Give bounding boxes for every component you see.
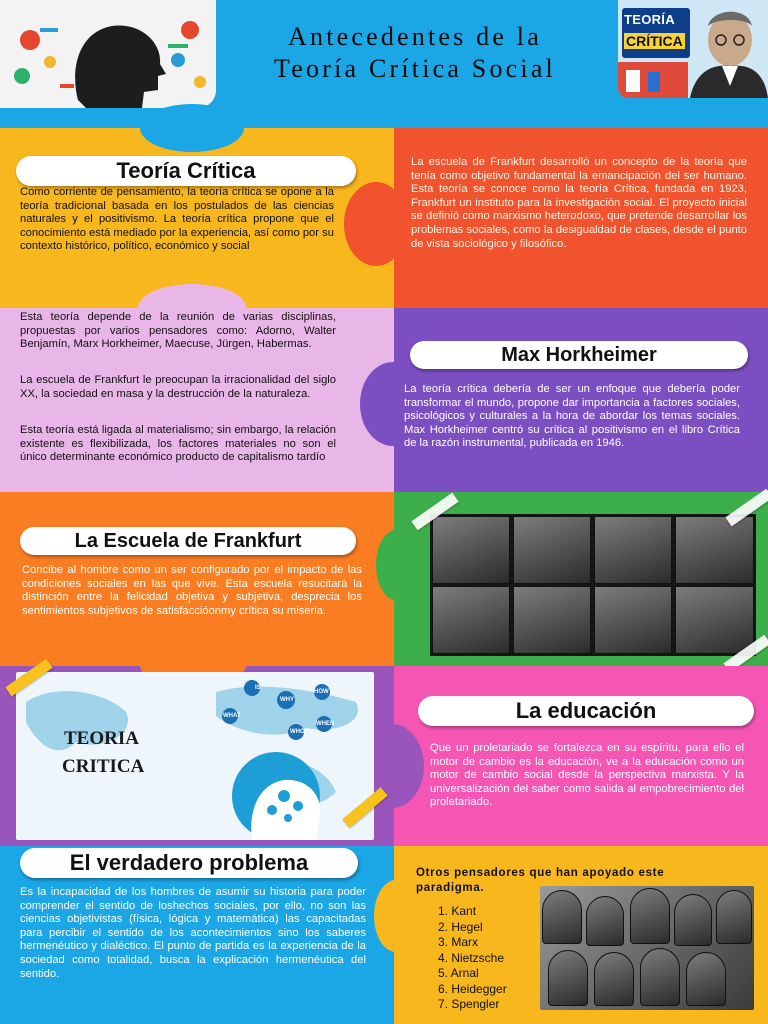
philosopher-photo <box>513 516 591 584</box>
philosopher-photo <box>594 516 672 584</box>
puzzle-tab <box>374 880 418 952</box>
thinker-photo <box>586 896 624 946</box>
teoria-critica-heading: Teoría Crítica <box>16 156 356 186</box>
list-item: 3. Marx <box>438 935 479 949</box>
otros-pensadores-heading: Otros pensadores que han apoyado este paradigma. <box>416 867 665 894</box>
dependencias-text-1: Esta teoría depende de la reunión de varias disciplinas, propuestas por varios pensadores como: Adorno, Walter Benjamín, Marx Horkheimer, Maecuse, Jürgen, Habermas. <box>20 311 336 351</box>
horkheimer-heading: Max Horkheimer <box>410 341 748 369</box>
problema-text: Es la incapacidad de los hombres de asumir su historia para poder comprender el sentido de loshechos sociales, por ello, no son las ciencias objetivistas (física, lógica y matemática) las capacitadas para percibir el sentido de los acontecimientos sino los saberes hermenéutico y dialéctico. El punto de partida es la experiencia de la sociedad como totalidad, busca la explicación hermenéutica del sentido. <box>20 886 366 980</box>
teoria-critica-map-image <box>16 672 374 840</box>
dependencias-text-3: Esta teoría está ligada al materialismo; sin embargo, la relación existente es flexibilizada, los factores materiales no son el único determinante económico producto de capitalismo tardío <box>20 424 336 464</box>
philosopher-photo <box>432 586 510 654</box>
list-item: 6. Heidegger <box>438 981 507 996</box>
thinker-photo <box>542 890 582 944</box>
philosopher-photo <box>432 516 510 584</box>
list-item: 1. Kant <box>438 904 477 918</box>
puzzle-tab <box>140 104 244 152</box>
educacion-text: Que un proletariado se fortalezca en su espíritu, para ello el motor de cambio es la educación, ve a la educación como un motor de cambio social desde la perspectiva marxista. Y la universalización del saber como salida al empobrecimiento del proletariado. <box>430 742 744 809</box>
map-bubble-word: WHAT <box>223 713 241 719</box>
thinker-photo <box>630 888 670 944</box>
thinker-photo <box>716 890 752 944</box>
thinker-photo <box>640 948 680 1006</box>
thinkers-list <box>438 904 507 1013</box>
horkheimer-text: La teoría crítica debería de ser un enfoque que debería poder transformar el mundo, propone dar importancia a factores sociales, psicológicos y culturales a la hora de abordar los temas sociales. Max Horkheimer centró su crítica al positivismo en el libro Crítica de la razón instrumental, publicada en 1946. <box>404 383 740 450</box>
escuela-text: Concibe al hombre como un ser configurado por el impacto de las condiciones sociales en las que vive. Esta escuela resucitará la distinción entre la felicidad objetiva y subjetiva, desprecia los sentimientos subjetivos de satisfaccióonmy crítica su miseria. <box>22 564 362 617</box>
map-bubble-word: WHEN <box>316 721 335 727</box>
philosopher-photo <box>594 586 672 654</box>
thinker-photo <box>548 950 588 1006</box>
thinker-photo <box>594 952 634 1006</box>
list-item: 4. Nietzsche <box>438 950 505 965</box>
head-silhouette-illustration <box>0 0 216 108</box>
list-item: 2. Hegel <box>438 919 483 934</box>
frankfurt-intro-text: La escuela de Frankfurt desarrolló un concepto de la teoría que tenía como objetivo fundamental la emancipación del ser humano. Esta teoría se conoce como la teoría Crítica, fundada en 1923, Frankfurt un instituto para la investigación social. El proyecto inicial se definió como marxismo heterodoxo, que pretende desarrollar los problemas sociales, como la desigualdad de clases, desde el punto de vista sociológico y filosófico. <box>411 156 747 250</box>
problema-heading: El verdadero problema <box>20 848 358 878</box>
escuela-heading: La Escuela de Frankfurt <box>20 527 356 555</box>
puzzle-tab <box>344 182 408 266</box>
dependencias-text-2: La escuela de Frankfurt le preocupan la irracionalidad del siglo XX, la sociedad en masa y la destrucción de la naturaleza. <box>20 374 336 400</box>
map-image-text-line-1: TEORIA <box>64 728 139 749</box>
philosopher-photo <box>675 516 754 584</box>
map-bubble-word: WHO <box>290 729 305 735</box>
thinker-photo <box>686 952 726 1006</box>
thinkers-collage-image <box>540 886 754 1010</box>
thinker-photo <box>674 894 712 946</box>
educacion-heading: La educación <box>418 696 754 726</box>
badge-text-line-1: TEORÍA <box>624 12 675 27</box>
map-image-text-line-2: CRITICA <box>62 756 145 777</box>
header-right-image <box>618 0 768 98</box>
philosophers-photo-grid <box>430 514 756 656</box>
teoria-critica-text: Como corriente de pensamiento, la teoría crítica se opone a la teoría tradicional basada en los postulados de las ciencias naturales y el positivismo. La teoría crítica propone que el conocimiento está mediado por la experiencia, así como por su contexto histórico, político, económico y social <box>20 186 334 253</box>
list-item: 7. Spengler <box>438 997 500 1011</box>
map-bubble-word: WHY <box>280 697 294 703</box>
header-left-image <box>0 0 216 108</box>
portrait-illustration <box>618 0 768 98</box>
badge-text-line-2: CRÍTICA <box>626 33 683 49</box>
page-title-line-1: Antecedentes de la <box>288 22 542 51</box>
list-item: 5. Arnal <box>438 966 479 980</box>
page-title-line-2: Teoría Crítica Social <box>274 54 556 83</box>
map-bubble-word: HOW <box>314 689 329 695</box>
puzzle-tab <box>376 530 416 600</box>
philosopher-photo <box>675 586 754 654</box>
philosopher-photo <box>513 586 591 654</box>
map-bubble-word: IS <box>255 685 261 691</box>
